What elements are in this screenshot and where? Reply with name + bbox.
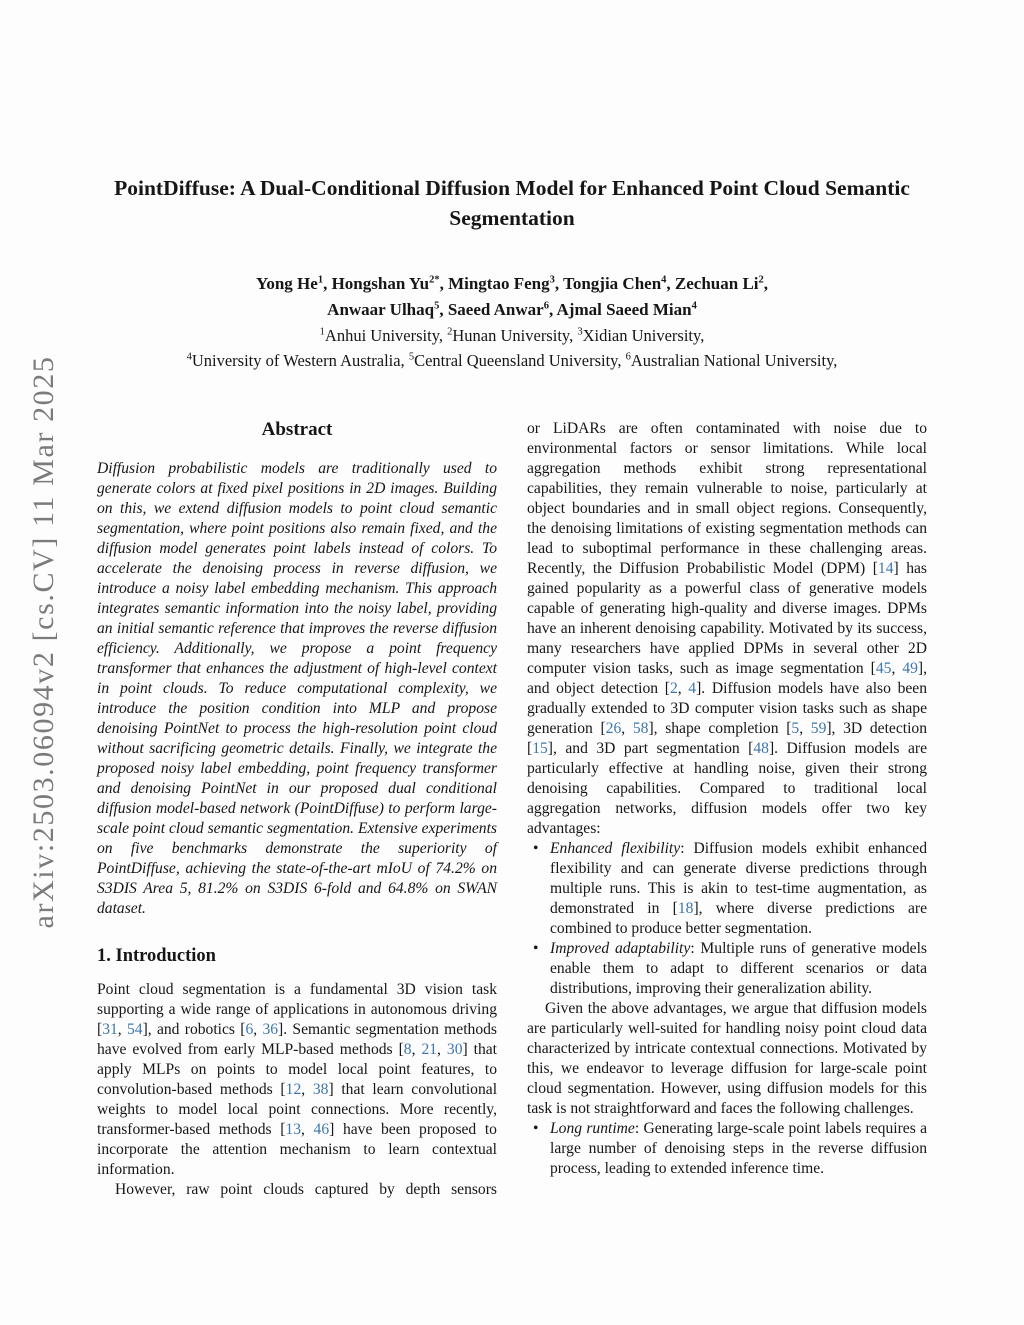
citation-link[interactable]: 48 [753,740,769,758]
bullet-lead-improved-adaptability: Improved adaptability [550,940,691,958]
citation-link[interactable]: 5 [791,720,800,738]
affiliation-line-1: $^1$Anhui University, $^2$Hunan University, $^3$Xidian University, [319,326,705,346]
bullet-text-enhanced-flexibility: : Diffusion models exhibit enhanced flexibility and can generate diverse predictions through multiple runs. This is akin to test-time augmentation, as demonstrated in [18], where diverse predictions are combined to produce better segmentation. [550,840,927,938]
citation-link[interactable]: 18 [677,900,694,918]
affiliation-superscript: 5 [408,351,415,363]
author-line-2: Anwaar Ulhaq$^5$, Saeed Anwar$^6$, Ajmal Saeed Mian$^4$ [327,300,697,320]
citation-link[interactable]: 45 [875,660,892,678]
bullet-icon: • [533,840,539,858]
abstract-heading: Abstract [261,419,333,441]
citation-link[interactable]: 59 [810,720,827,738]
citation-link[interactable]: 54 [126,1021,143,1039]
author-line-1: Yong He$^1$, Hongshan $Yu^{2*}$, Mingtao Feng$^3$, Tongjia Chen$^4$, Zechuan Li$^2$, [255,274,769,294]
citation-link[interactable]: 15 [532,740,548,758]
author-name: Anwaar Ulhaq$^5$ [327,300,440,320]
affiliation-superscript: 6 [625,351,631,363]
author-affiliation-superscript: 2 [758,274,764,286]
author-affiliation-superscript: 3 [549,274,555,286]
citation-link[interactable]: 49 [902,660,918,678]
author-name: Mingtao Feng$^3$ [448,274,555,294]
author-affiliation-superscript: 1 [317,274,324,286]
author-affiliation-superscript: 5 [434,300,440,312]
citation-link[interactable]: 21 [421,1041,438,1059]
citation-link[interactable]: 14 [877,560,894,578]
author-name: Yong He$^1$ [255,274,324,294]
right-paragraph-1: or LiDARs are often contaminated with noise due to environmental factors or sensor limitations. While local aggregation methods exhibit strong representational capabilities, they remain vulnerable to noise, particularly at object boundaries and in small object regions. Consequently, the denoising limitations of existing segmentation methods can lead to suboptimal performance in these challenging areas. Recently, the Diffusion Probabilistic Model (DPM) [14] has gained popularity as a powerful class of generative models capable of generating high-quality and diverse images. DPMs have an inherent denoising capability. Motivated by its success, many researchers have applied DPMs in several other 2D computer vision tasks, such as image segmentation [45, 49], and object detection [2, 4]. Diffusion models have also been gradually extended to 3D computer vision tasks such as shape generation [26, 58], shape completion [5, 59], 3D detection [15], and 3D part segmentation [48]. Diffusion models are particularly effective at handling noise, given their strong denoising capabilities. Compared to traditional local aggregation networks, diffusion models offer two key advantages: [527,420,928,838]
intro-paragraph-1: Point cloud segmentation is a fundamental 3D vision task supporting a wide range of applications in autonomous driving [31, 54], and robotics [6, 36]. Semantic segmentation methods have evolved from early MLP-based methods [8, 21, 30] that apply MLPs on points to model local point features, to convolution-based methods [12, 38] that learn convolutional weights to model local point connections. More recently, transformer-based methods [13, 46] have been proposed to incorporate the attention mechanism to learn contextual information. [97,981,498,1179]
bullet-improved-adaptability [527,939,927,999]
bullet-icon: • [533,940,539,958]
citation-link[interactable]: 2 [669,680,678,698]
bullet-lead-long-runtime: Long runtime [550,1120,635,1138]
authors-block [97,271,927,373]
affiliation-superscript: 4 [186,351,192,363]
author-name: Saeed Anwar$^6$ [447,300,549,320]
author-name: Tongjia Chen$^4$ [563,274,667,294]
citation-link[interactable]: 58 [632,720,649,738]
citation-link[interactable]: 8 [403,1041,412,1059]
author-name: Ajmal Saeed Mian$^4$ [556,300,697,320]
abstract-text: Diffusion probabilistic models are traditionally used to generate colors at fixed pixel positions in 2D images. Building on this, we extend diffusion models to point cloud semantic segmentation, where point positions also remain fixed, and the diffusion model generates point labels instead of colors. To accelerate the denoising process in reverse diffusion, we introduce a noisy label embedding mechanism. This approach integrates semantic information into the noisy label, providing an initial semantic reference that improves the reverse diffusion efficiency. Additionally, we propose a point frequency transformer that enhances the adjustment of high-level context in point clouds. To reduce computational complexity, we introduce the position condition into MLP and propose denoising PointNet to process the high-resolution point cloud without sacrificing geometric details. Finally, we integrate the proposed noisy label embedding, point frequency transformer and denoising PointNet in our proposed dual conditional diffusion model-based network (PointDiffuse) to perform large-scale point cloud semantic segmentation. Extensive experiments on five benchmarks demonstrate the superiority of PointDiffuse, achieving the state-of-the-art mIoU of 74.2% on S3DIS Area 5, 81.2% on S3DIS 6-fold and 64.8% on SWAN dataset. [97,460,497,918]
citation-link[interactable]: 12 [285,1081,302,1099]
paper-title: PointDiffuse: A Dual-Conditional Diffusion Model for Enhanced Point Cloud Semantic Segmentation [114,176,910,230]
affiliation-superscript: 2 [447,326,453,338]
bullet-text-improved-adaptability: : Multiple runs of generative models enable them to adapt to different scenarios or data distributions, improving their generalization ability. [550,940,927,998]
paper-content [97,0,927,1200]
bullet-enhanced-flexibility [527,839,927,939]
intro-paragraph-2: However, raw point clouds captured by depth sensors [115,1181,497,1199]
citation-link[interactable]: 13 [285,1121,301,1139]
citation-link[interactable]: 4 [688,680,697,698]
two-column-layout [97,419,927,1200]
left-column [97,419,497,1200]
bullet-text-long-runtime: : Generating large-scale point labels requires a large number of denoising steps in the reverse diffusion process, leading to extended inference time. [550,1120,927,1178]
affiliation-superscript: 1 [319,326,325,338]
author-affiliation-superscript: 6 [543,300,549,312]
author-affiliation-superscript: 4 [661,274,667,286]
citation-link[interactable]: 38 [312,1081,329,1099]
affiliation-line-2: $^4$University of Western Australia, $^5$Central Queensland University, $^6$Australian National University, [186,351,838,371]
affiliation-superscript: 3 [577,326,583,338]
bullet-icon: • [533,1120,539,1138]
citation-link[interactable]: 36 [262,1021,279,1039]
citation-link[interactable]: 46 [313,1121,330,1139]
section-heading-introduction: 1. Introduction [97,946,216,967]
citation-link[interactable]: 6 [245,1021,254,1039]
bullet-long-runtime [527,1119,927,1179]
citation-link[interactable]: 26 [605,720,622,738]
author-name: Hongshan $Yu^{2*}$ [331,274,440,294]
citation-link[interactable]: 31 [102,1021,118,1039]
author-affiliation-superscript: 2* [429,274,440,286]
author-affiliation-superscript: 4 [691,300,697,312]
right-paragraph-2: Given the above advantages, we argue that diffusion models are particularly well-suited for handling noisy point cloud data characterized by intricate contextual connections. Motivated by this, we endeavor to leverage diffusion for large-scale point cloud segmentation. However, using diffusion models for this task is not straightforward and faces the following challenges. [527,1000,927,1118]
arxiv-watermark: arXiv:2503.06094v2 [cs.CV] 11 Mar 2025 [27,355,60,929]
bullet-lead-enhanced-flexibility: Enhanced flexibility [550,840,681,858]
right-column [527,419,927,1200]
author-name: Zechuan Li$^2$ [674,274,764,294]
citation-link[interactable]: 30 [446,1041,463,1059]
